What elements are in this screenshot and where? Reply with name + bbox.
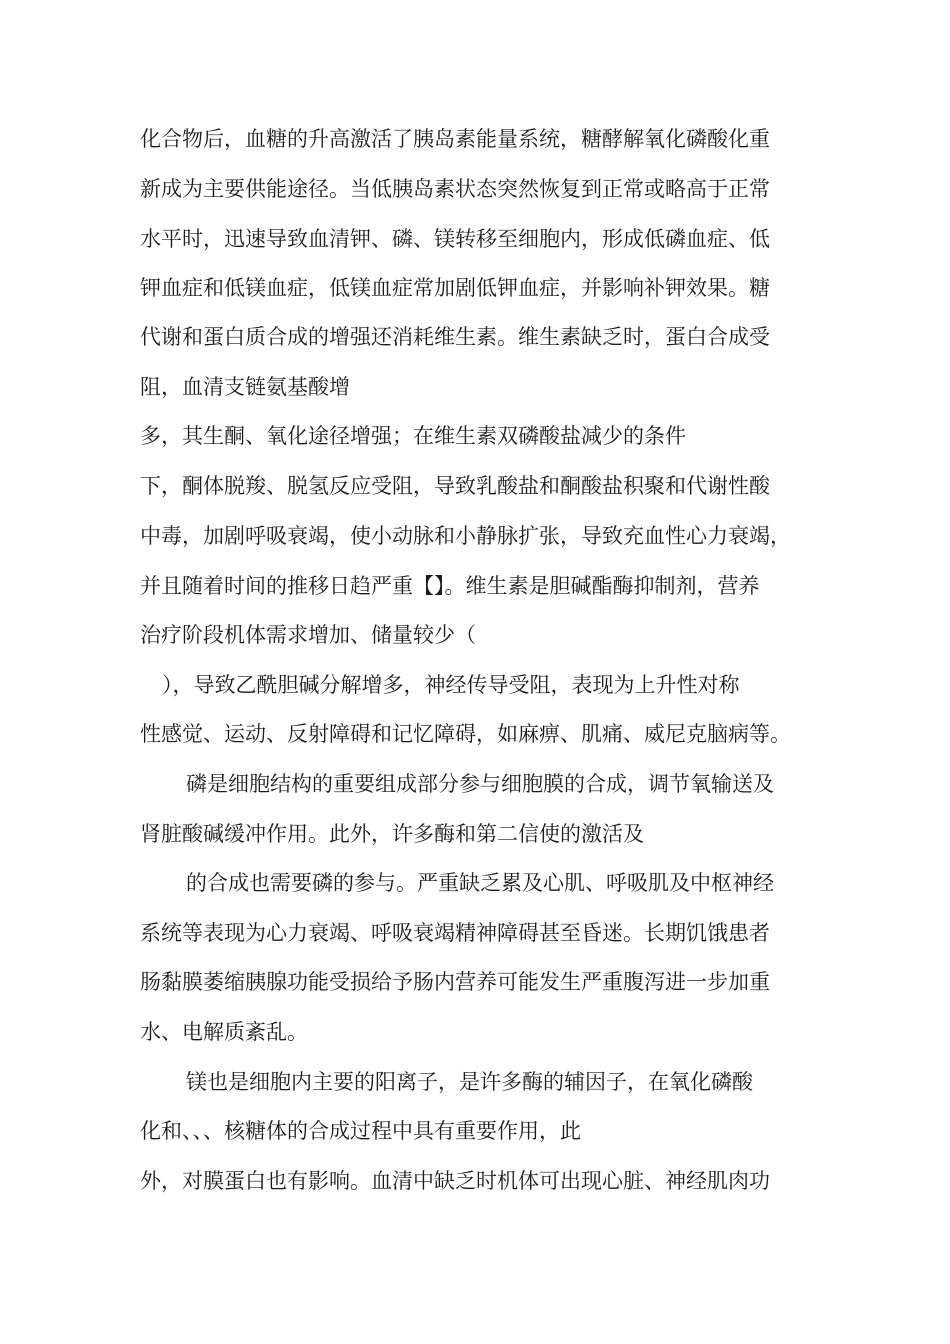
paragraph-first-line: 磷是细胞结构的重要组成部分参与细胞膜的合成，调节氧输送及 (186, 772, 774, 796)
text-line: 肾脏酸碱缓冲作用。此外，许多酶和第二信使的激活及 (140, 822, 644, 846)
text-line: 的合成也需要磷的参与。严重缺乏累及心肌、呼吸肌及中枢神经 (186, 871, 774, 895)
text-line: 代谢和蛋白质合成的增强还消耗维生素。维生素缺乏时，蛋白合成受 (140, 325, 770, 349)
text-line: 治疗阶段机体需求增加、储量较少（ (140, 623, 476, 647)
text-line: 肠黏膜萎缩胰腺功能受损给予肠内营养可能发生严重腹泻进一步加重 (140, 970, 770, 994)
text-line: 钾血症和低镁血症，低镁血症常加剧低钾血症，并影响补钾效果。糖 (140, 276, 770, 300)
text-line: 化和、、、核糖体的合成过程中具有重要作用，此 (140, 1119, 581, 1143)
text-line: 下，酮体脱羧、脱氢反应受阻，导致乳酸盐和酮酸盐积聚和代谢性酸 (140, 474, 770, 498)
text-line: 性感觉、运动、反射障碍和记忆障碍，如麻痹、肌痛、威尼克脑病等。 (140, 722, 791, 746)
text-line: 外，对膜蛋白也有影响。血清中缺乏时机体可出现心脏、神经肌肉功 (140, 1169, 770, 1193)
text-line: 并且随着时间的推移日趋严重【】。维生素是胆碱酯酶抑制剂，营养 (140, 574, 760, 598)
text-line: 系统等表现为心力衰竭、呼吸衰竭精神障碍甚至昏迷。长期饥饿患者 (140, 921, 770, 945)
text-line: 中毒，加剧呼吸衰竭，使小动脉和小静脉扩张，导致充血性心力衰竭， (140, 524, 791, 548)
text-line: 新成为主要供能途径。当低胰岛素状态突然恢复到正常或略高于正常 (140, 177, 770, 201)
text-line: ），导致乙酰胆碱分解增多，神经传导受阻，表现为上升性对称 (162, 673, 740, 697)
text-line: 化合物后，血糖的升高激活了胰岛素能量系统，糖酵解氧化磷酸化重 (140, 127, 770, 151)
text-line: 阻，血清支链氨基酸增 (140, 375, 350, 399)
paragraph-first-line: 镁也是细胞内主要的阳离子，是许多酶的辅因子，在氧化磷酸 (186, 1070, 753, 1094)
text-line: 水、电解质紊乱。 (140, 1020, 308, 1044)
text-line: 多，其生酮、氧化途径增强；在维生素双磷酸盐减少的条件 (140, 424, 686, 448)
text-line: 水平时，迅速导致血清钾、磷、镁转移至细胞内，形成低磷血症、低 (140, 227, 770, 251)
